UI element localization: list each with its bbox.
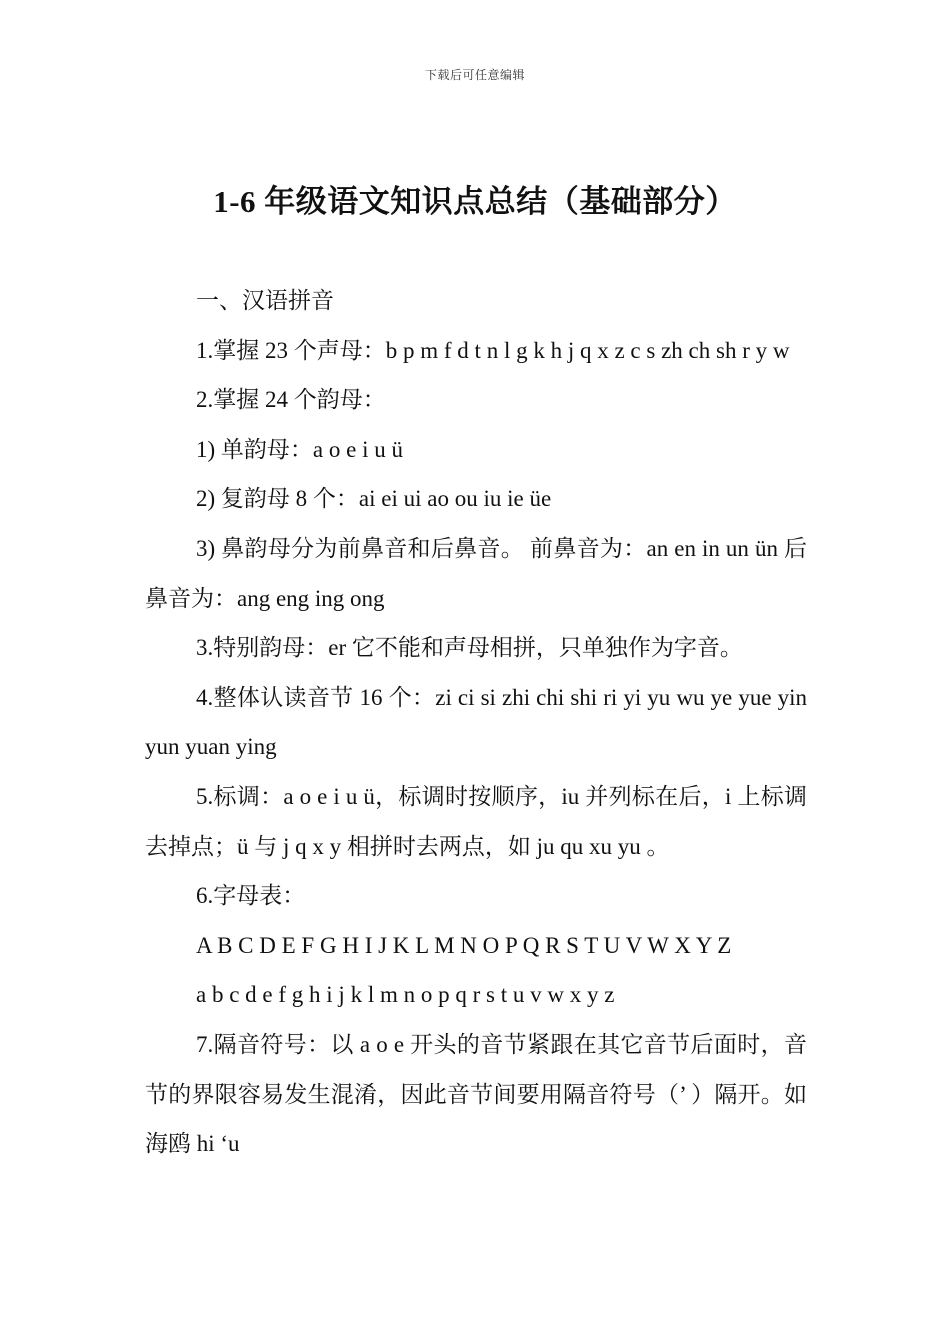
section-heading-pinyin: 一、汉语拼音 [196,288,334,313]
document-title: 1-6 年级语文知识点总结（基础部分） [213,184,737,219]
document-body [145,276,807,1169]
page-header: 下载后可任意编辑 [424,68,525,82]
paragraph-tone-marking: 5.标调：a o e i u ü，标调时按顺序，iu 并列标在后，i 上标调去掉点；ü 与 j q x y 相拼时去两点，如 ju qu xu yu 。 [145,783,807,859]
paragraph-uppercase-alphabet: A B C D E F G H I J K L M N O P Q R S T U V W X Y Z [196,932,732,958]
paragraph-initials: 1.掌握 23 个声母：b p m f d t n l g k h j q x z c s zh ch sh r y w [196,337,790,363]
paragraph-compound-finals: 2) 复韵母 8 个：ai ei ui ao ou iu ie üe [196,486,552,512]
paragraph-nasal-finals: 3) 鼻韵母分为前鼻音和后鼻音。 前鼻音为：an en in un ün 后鼻音为：ang eng ing ong [145,535,807,611]
paragraph-whole-syllables: 4.整体认读音节 16 个：zi ci si zhi chi shi ri yi yu wu ye yue yin yun yuan ying [145,684,807,760]
paragraph-alphabet-heading: 6.字母表： [196,883,306,909]
paragraph-lowercase-alphabet: a b c d e f g h i j k l m n o p q r s t u v w x y z [196,982,615,1008]
paragraph-simple-finals: 1) 单韵母：a o e i u ü [196,436,403,462]
paragraph-syllable-separator: 7.隔音符号：以 a o e 开头的音节紧跟在其它音节后面时，音节的界限容易发生混淆，因此音节间要用隔音符号（’ ）隔开。如海鸥 hi ‘u [145,1031,807,1157]
paragraph-finals: 2.掌握 24 个韵母： [196,387,386,413]
paragraph-special-final: 3.特别韵母：er 它不能和声母相拼，只单独作为字音。 [196,635,743,661]
